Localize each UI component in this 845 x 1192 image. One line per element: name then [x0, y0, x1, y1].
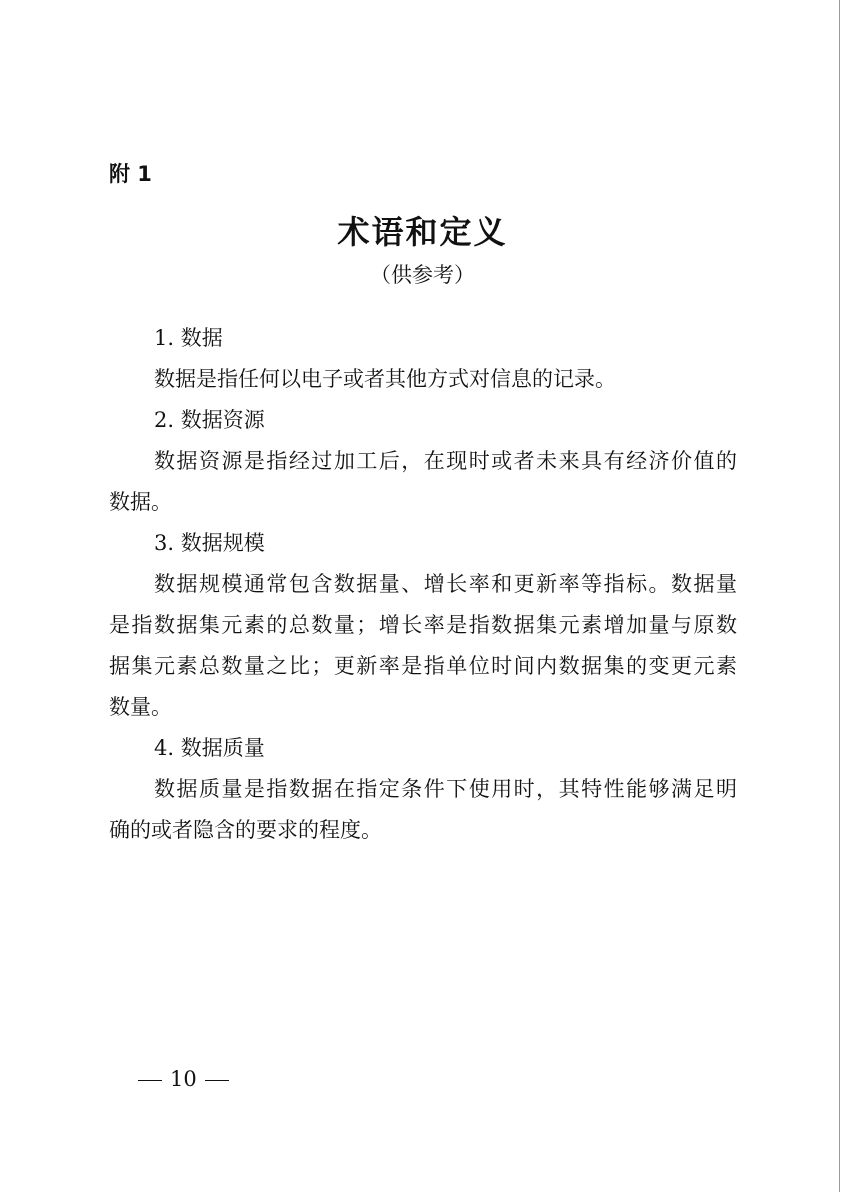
page-number [130, 1064, 237, 1094]
definition-line: 数据规模通常包含数据量、增长率和更新率等指标。数据量 [154, 572, 737, 596]
page-number-value: 10 [170, 1067, 197, 1091]
dash-right [205, 1080, 229, 1081]
definition-line: 数量。 [109, 695, 172, 719]
section-heading-data-quality: 4. 数据质量 [154, 736, 265, 760]
definition-line: 确的或者隐含的要求的程度。 [109, 818, 382, 842]
section-heading-data: 1. 数据 [154, 326, 223, 350]
page-edge-line [839, 0, 840, 1192]
definition-line: 据集元素总数量之比；更新率是指单位时间内数据集的变更元素 [109, 654, 737, 678]
document-title: 术语和定义 [337, 213, 508, 251]
definition-line: 数据是指任何以电子或者其他方式对信息的记录。 [154, 367, 616, 391]
section-heading-data-scale: 3. 数据规模 [154, 531, 265, 555]
definitions-body [109, 318, 737, 851]
document-subtitle: （供参考） [370, 263, 475, 287]
definition-line: 是指数据集元素的总数量；增长率是指数据集元素增加量与原数 [109, 613, 737, 637]
section-heading-data-resource: 2. 数据资源 [154, 408, 265, 432]
definition-line: 数据资源是指经过加工后，在现时或者未来具有经济价值的 [154, 449, 737, 473]
annex-label: 附 1 [109, 162, 152, 186]
definition-line: 数据质量是指数据在指定条件下使用时，其特性能够满足明 [154, 777, 737, 801]
definition-line: 数据。 [109, 490, 172, 514]
dash-left [138, 1080, 162, 1081]
